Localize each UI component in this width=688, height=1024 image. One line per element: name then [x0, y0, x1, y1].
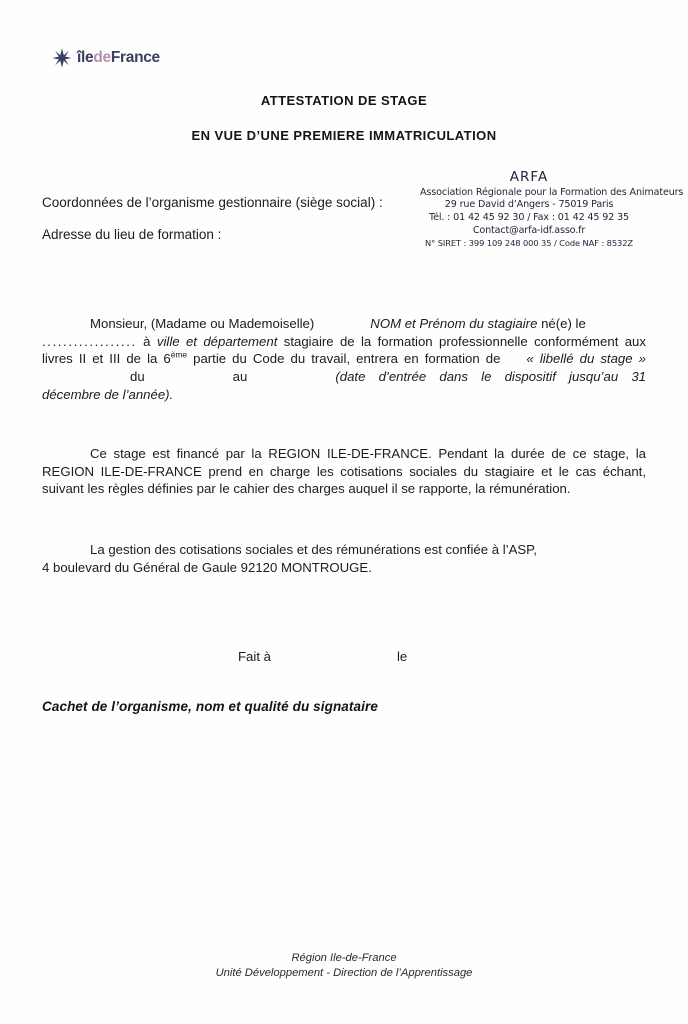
document-title: ATTESTATION DE STAGE [260, 93, 428, 108]
organisme-phone-fax: Tél. : 01 42 45 92 30 / Fax : 01 42 45 92 35 [429, 212, 629, 224]
organisme-full-name: Association Régionale pour la Formation des Animateurs [420, 186, 684, 198]
organisme-email: Contact@arfa-idf.asso.fr [472, 224, 586, 236]
organisme-name: ARFA [509, 169, 549, 185]
page-footer [0, 951, 688, 981]
document-subtitle: EN VUE D’UNE PREMIERE IMMATRICULATION [191, 128, 497, 143]
p1-italic-ville-departement: ville et département [156, 333, 278, 349]
p1-text-5: partie du Code du travail, entrera en formation de [193, 351, 501, 367]
logo-text-de: de [93, 49, 111, 67]
p3-line-1: La gestion des cotisations sociales et des rémunérations est confiée à l’ASP, [90, 542, 537, 558]
logo-wordmark [77, 50, 160, 66]
p2-text: Ce stage est financé par la REGION ILE-DE-FRANCE. Pendant la durée de ce stage, la REGION ILE-DE-FRANCE prend en charge les cotisations sociales du stagiaire et le cas échant, suivant les règles définies par le cahier des charges auquel il se rapporte, la rémunération. [42, 446, 646, 497]
p3-line-2: 4 boulevard du Général de Gaule 92120 MONTROUGE. [42, 559, 372, 575]
logo-text-ile: île [77, 49, 94, 67]
paragraph-financement [42, 445, 646, 498]
logo-text-france: France [110, 49, 160, 67]
p1-text-du: du [130, 368, 145, 384]
p1-italic-nom-prenom: NOM et Prénom du stagiaire [370, 316, 538, 332]
footer-line-2: Unité Développement - Direction de l’Apprentissage [215, 967, 473, 979]
p1-text-3: à [143, 333, 151, 349]
label-le: le [397, 649, 408, 664]
p1-italic-date-entree: (date d’entrée dans le dispositif jusqu’au 31 décembre de l’année). [42, 368, 646, 402]
label-organisme-gestionnaire: Coordonnées de l’organisme gestionnaire (siège social) : [42, 195, 383, 210]
p1-text-4: stagiaire de la formation professionnelle conformément aux livres II et III de la 6 [42, 333, 646, 367]
p1-text-au: au [232, 368, 248, 384]
label-adresse-formation: Adresse du lieu de formation : [42, 227, 222, 242]
p1-italic-libelle-stage: « libellé du stage » [526, 351, 646, 367]
p1-superscript-ordinal: ème [170, 349, 188, 360]
footer-line-1: Région Ile-de-France [291, 952, 397, 964]
organisme-identity-block [420, 169, 684, 249]
eight-point-star-icon [52, 48, 72, 68]
paragraph-stagiaire [42, 315, 646, 403]
label-cachet-organisme: Cachet de l’organisme, nom et qualité du signataire [42, 699, 378, 714]
organisme-address: 29 rue David d’Angers - 75019 Paris [444, 199, 614, 211]
ile-de-france-logo [52, 48, 160, 68]
p1-text-1: Monsieur, (Madame ou Mademoiselle) [90, 316, 315, 332]
organisme-siret-naf: N° SIRET : 399 109 248 000 35 / Code NAF : 8532Z [425, 237, 633, 248]
label-fait-a: Fait à [238, 649, 271, 664]
paragraph-asp [42, 541, 646, 576]
p1-dotted-blank: .................. [42, 333, 137, 349]
p1-text-2: né(e) le [541, 316, 586, 332]
